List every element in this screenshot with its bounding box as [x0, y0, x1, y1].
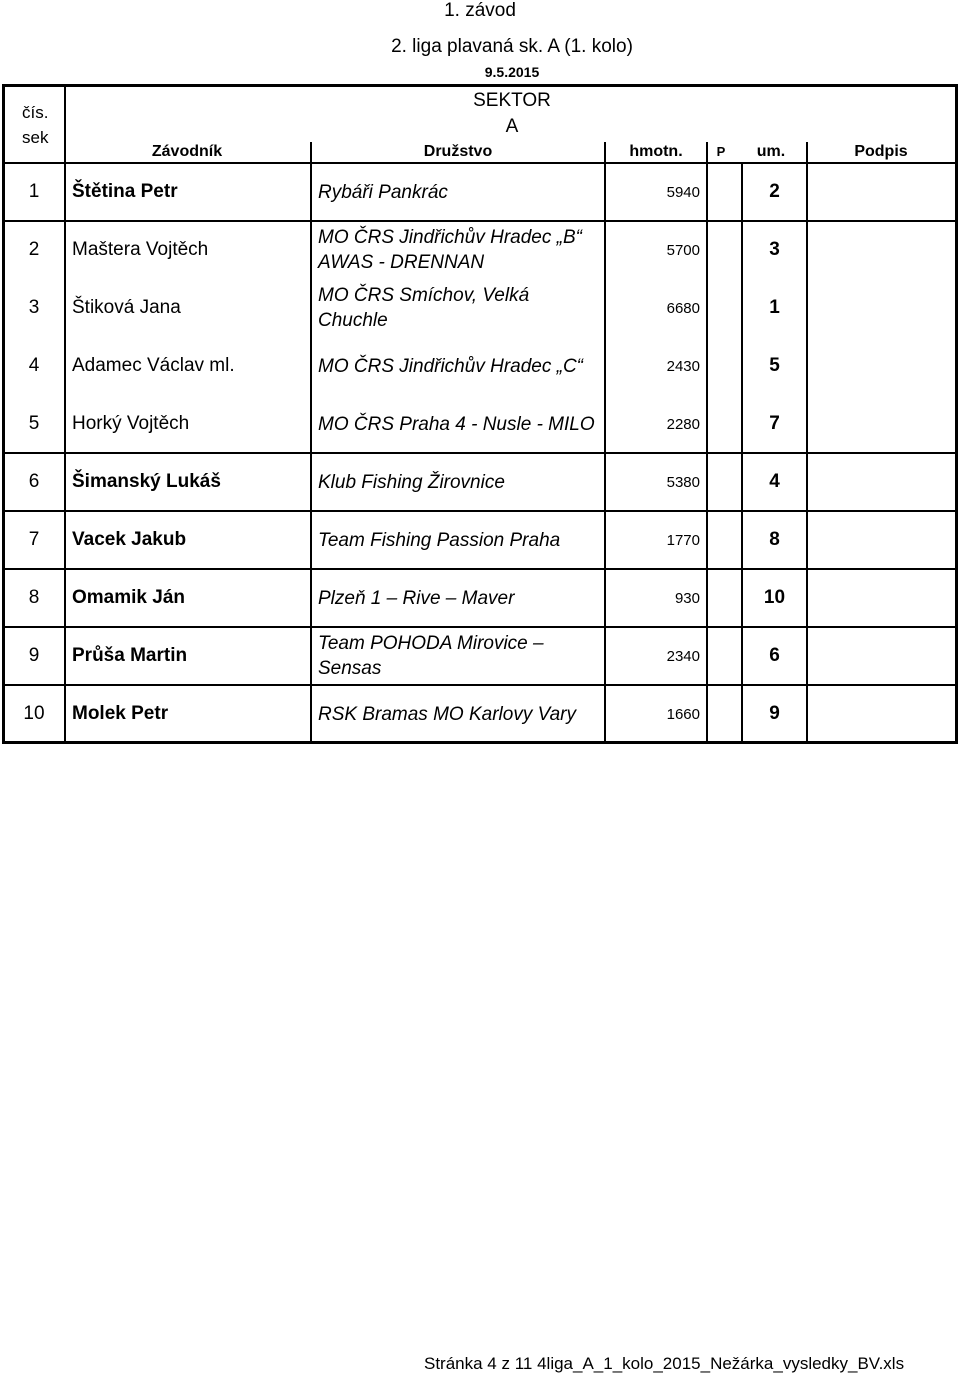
sek-label: sek: [22, 128, 49, 147]
competitor-name: Adamec Václav ml.: [72, 355, 235, 376]
team-name: Team POHODA Mirovice – Sensas: [318, 633, 544, 679]
placement-value: 3: [769, 239, 780, 260]
weight-value: 5700: [666, 241, 700, 259]
row-number: 6: [28, 471, 40, 492]
competitor-name: Šimanský Lukáš: [72, 471, 221, 492]
row-number: 8: [28, 587, 40, 608]
team-name: Plzeň 1 – Rive – Maver: [318, 587, 515, 609]
weight-value: 5380: [666, 473, 700, 491]
row-number: 10: [23, 703, 45, 724]
league-subtitle: 2. liga plavaná sk. A (1. kolo): [391, 36, 633, 57]
team-name: Team Fishing Passion Praha: [318, 529, 561, 551]
placement-value: 4: [769, 471, 780, 492]
placement-value: 9: [769, 703, 780, 724]
placement-value: 5: [769, 355, 780, 376]
placement-value: 6: [769, 645, 780, 666]
col-druzstvo: Družstvo: [423, 143, 493, 160]
col-podpis: Podpis: [854, 143, 908, 160]
sector-label: SEKTOR: [473, 90, 551, 111]
event-date: 9.5.2015: [484, 64, 540, 80]
competitor-name: Štiková Jana: [72, 297, 181, 318]
col-hmotn: hmotn.: [629, 143, 683, 160]
col-zavodnik: Závodník: [151, 143, 223, 160]
team-name: MO ČRS Smíchov, Velká Chuchle: [318, 285, 530, 331]
col-p: P: [716, 144, 726, 159]
weight-value: 1770: [666, 531, 700, 549]
placement-value: 2: [769, 181, 780, 202]
page-footer: Stránka 4 z 11 4liga_A_1_kolo_2015_Nežárka_vysledky_BV.xls: [424, 1354, 905, 1373]
placement-value: 10: [763, 587, 786, 608]
competitor-name: Průša Martin: [72, 645, 188, 666]
weight-value: 6680: [666, 299, 700, 317]
placement-value: 7: [769, 413, 780, 434]
competitor-name: Maštera Vojtěch: [72, 239, 209, 260]
competitor-name: Molek Petr: [72, 703, 169, 724]
row-number: 9: [28, 645, 40, 666]
row-number: 1: [28, 181, 40, 202]
sector-value: A: [505, 116, 519, 137]
divider: [806, 142, 808, 742]
weight-value: 2280: [666, 415, 700, 433]
competitor-name: Omamik Ján: [72, 587, 185, 608]
team-name: Rybáři Pankrác: [318, 181, 448, 203]
row-number: 5: [28, 413, 40, 434]
weight-value: 2430: [666, 357, 700, 375]
competitor-name: Vacek Jakub: [72, 529, 187, 550]
placement-value: 1: [769, 297, 780, 318]
page-title: 1. závod: [444, 0, 516, 21]
cis-sek-label: [22, 100, 48, 150]
divider: [706, 142, 708, 742]
weight-value: 2340: [666, 647, 700, 665]
team-name: Klub Fishing Žirovnice: [318, 471, 505, 493]
row-number: 2: [28, 239, 40, 260]
team-name: MO ČRS Jindřichův Hradec „C“: [318, 355, 583, 377]
row-number: 4: [28, 355, 40, 376]
row-number: 3: [28, 297, 40, 318]
competitor-name: Horký Vojtěch: [72, 413, 190, 434]
team-name: RSK Bramas MO Karlovy Vary: [318, 703, 576, 725]
row-number: 7: [28, 529, 40, 550]
weight-value: 1660: [666, 705, 700, 723]
col-um: um.: [756, 143, 786, 160]
competitor-name: Štětina Petr: [72, 181, 178, 202]
weight-value: 930: [674, 589, 700, 607]
cis-label: čís.: [22, 103, 49, 122]
team-name: MO ČRS Jindřichův Hradec „B“ AWAS - DRENNAN: [318, 227, 582, 273]
weight-value: 5940: [666, 183, 700, 201]
team-name: MO ČRS Praha 4 - Nusle - MILO: [318, 413, 595, 435]
placement-value: 8: [769, 529, 780, 550]
